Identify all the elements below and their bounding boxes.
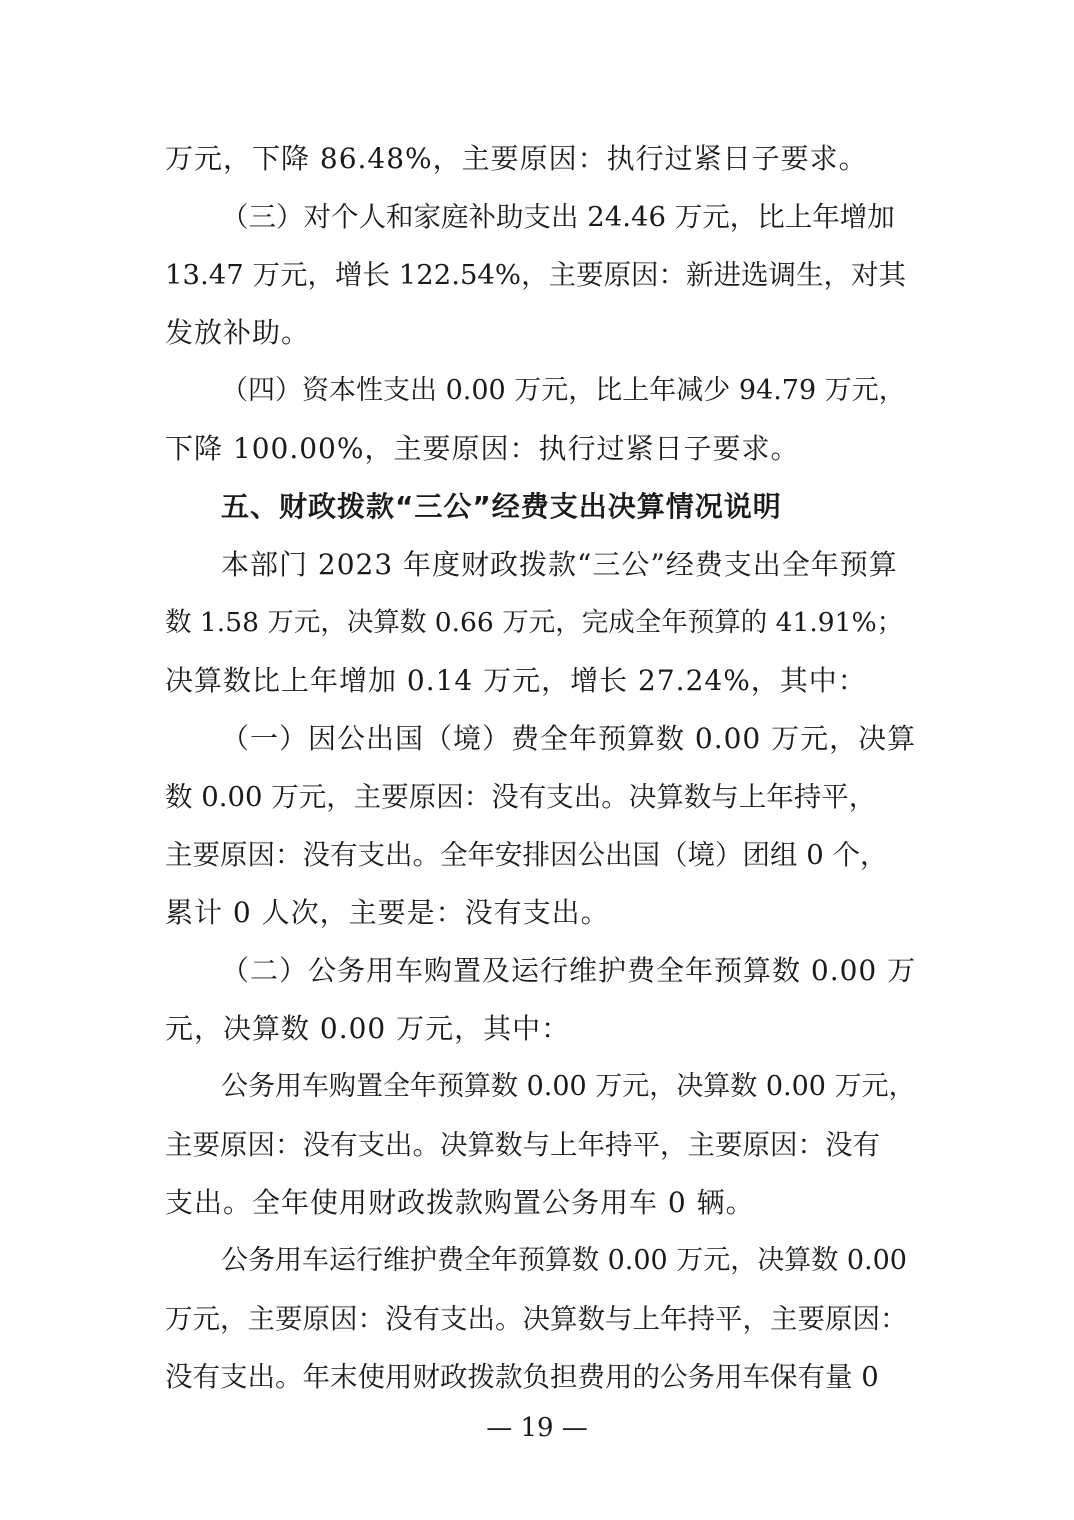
text-line-14: 累计 0 人次，主要是：没有支出。 xyxy=(165,896,610,929)
text-line-12: 数 0.00 万元，主要原因：没有支出。决算数与上年持平， xyxy=(165,781,877,813)
section-heading: 五、财政拨款“三公”经费支出决算情况说明 xyxy=(221,490,782,523)
text-line-2: （三）对个人和家庭补助支出 24.46 万元，比上年增加 xyxy=(221,201,895,233)
text-line-5: （四）资本性支出 0.00 万元，比上年减少 94.79 万元， xyxy=(221,375,906,406)
document-body xyxy=(165,130,915,1406)
text-line-8: 本部门 2023 年度财政拨款“三公”经费支出全年预算 xyxy=(221,548,898,581)
text-line-18: 主要原因：没有支出。决算数与上年持平，主要原因：没有 xyxy=(165,1129,880,1161)
text-line-6: 下降 100.00%，主要原因：执行过紧日子要求。 xyxy=(165,432,800,465)
text-line-16: 元，决算数 0.00 万元，其中： xyxy=(165,1012,571,1045)
text-line-15: （二）公务用车购置及运行维护费全年预算数 0.00 万 xyxy=(221,954,917,987)
text-line-4: 发放补助。 xyxy=(165,316,311,349)
text-line-17: 公务用车购置全年预算数 0.00 万元，决算数 0.00 万元， xyxy=(221,1071,916,1102)
text-line-13: 主要原因：没有支出。全年安排因公出国（境）团组 0 个， xyxy=(165,839,888,871)
text-line-3: 13.47 万元，增长 122.54%，主要原因：新进选调生，对其 xyxy=(165,259,907,291)
page-number: — 19 — xyxy=(486,1413,588,1443)
text-line-20: 公务用车运行维护费全年预算数 0.00 万元，决算数 0.00 xyxy=(221,1245,907,1276)
text-line-9: 数 1.58 万元，决算数 0.66 万元，完成全年预算的 41.91%； xyxy=(165,607,904,638)
text-line-10: 决算数比上年增加 0.14 万元，增长 27.24%，其中： xyxy=(165,664,867,697)
text-line-21: 万元，主要原因：没有支出。决算数与上年持平，主要原因： xyxy=(165,1303,908,1335)
text-line-1: 万元，下降 86.48%，主要原因：执行过紧日子要求。 xyxy=(165,142,868,175)
text-line-11: （一）因公出国（境）费全年预算数 0.00 万元，决算 xyxy=(221,722,917,755)
text-line-19: 支出。全年使用财政拨款购置公务用车 0 辆。 xyxy=(165,1186,755,1219)
text-line-22: 没有支出。年末使用财政拨款负担费用的公务用车保有量 0 xyxy=(165,1361,879,1393)
